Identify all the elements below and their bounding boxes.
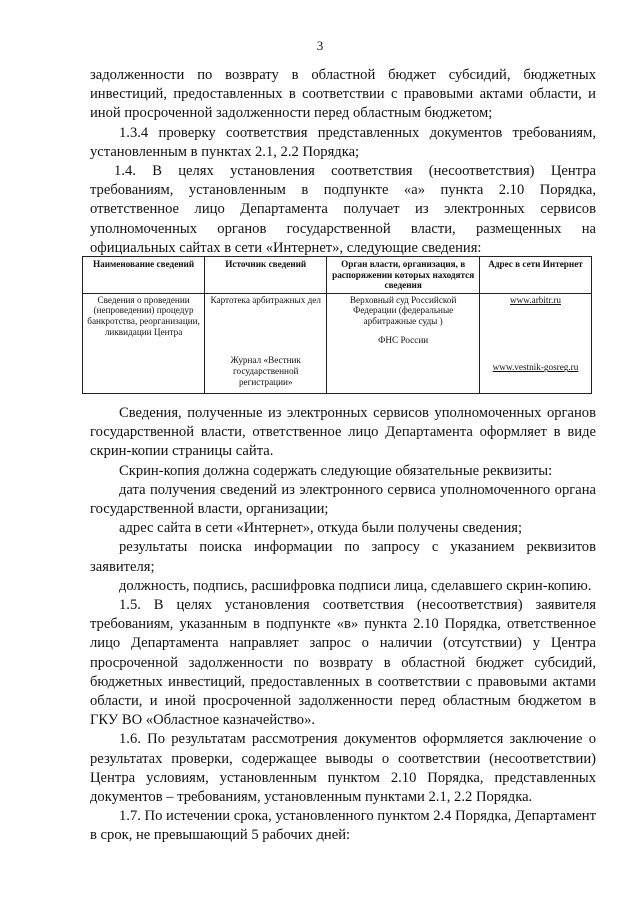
table-header-row (83, 257, 592, 294)
organ-supreme-court: Верховный суд Российской Федерации (федеральные арбитражные суды ) (349, 294, 457, 326)
paragraph-1-6: 1.6. По результатам рассмотрения документов оформляется заключение о результатах проверки, содержащее выводы о соответствии (несоответствии) Центра условиям, установленным пунктом 2.10 Порядка, представленных документов – требованиям, установленным пунктами 2.1, 2.2 Порядка. (90, 731, 596, 806)
paragraph-1-4: 1.4. В целях установления соответствия (несоответствия) Центра требованиям, установленным в подпункте «а» пункта 2.10 Порядка, ответственное лицо Департамента получает из электронных сервисов уполномоченных органов государственной власти, размещенных на официальных сайтах в сети «Интернет», следующие сведения: (90, 163, 596, 256)
source-arbitr: Картотека арбитражных дел (210, 294, 321, 305)
header-source: Источник сведений (205, 257, 327, 294)
document-body-bottom (90, 404, 596, 846)
cell-organ (327, 293, 480, 393)
paragraph-requisite-signature: должность, подпись, расшифровка подписи лица, сделавшего скрин-копию. (119, 577, 592, 594)
paragraph-debt-continuation: задолженности по возврату в областной бюджет субсидий, бюджетных инвестиций, предоставленных в соответствии с правовыми актами области, и иной просроченной задолженности перед областным бюджетом; (90, 67, 596, 122)
page-number: 3 (316, 38, 324, 53)
paragraph-requisite-address: адрес сайта в сети «Интернет», откуда были получены сведения; (119, 520, 523, 537)
paragraph-1-3-4: 1.3.4 проверку соответствия представленных документов требованиям, установленным в пунктах 2.1, 2.2 Порядка; (90, 124, 596, 160)
paragraph-1-7: 1.7. По истечении срока, установленного пунктом 2.4 Порядка, Департамент в срок, не превышающий 5 рабочих дней: (90, 808, 596, 844)
paragraph-screenshot-info: Сведения, полученные из электронных сервисов уполномоченных органов государственной власти, ответственное лицо Департамента оформляет в виде скрин-копии страницы сайта. (90, 405, 596, 460)
source-vestnik: Журнал «Вестник государственной регистрации» (230, 355, 301, 387)
link-arbitr[interactable]: www.arbitr.ru (510, 294, 561, 305)
header-organ: Орган власти, организация, в распоряжении которых находятся сведения (327, 257, 480, 294)
table-row (83, 293, 592, 393)
organ-fns: ФНС России (378, 334, 429, 345)
cell-url (480, 293, 592, 393)
paragraph-requisite-results: результаты поиска информации по запросу с указанием реквизитов заявителя; (90, 539, 596, 575)
info-sources-table (82, 256, 592, 394)
document-body-top (90, 66, 596, 258)
header-name: Наименование сведений (83, 257, 205, 294)
cell-source (205, 293, 327, 393)
header-url: Адрес в сети Интернет (480, 257, 592, 294)
link-vestnik[interactable]: www.vestnik-gosreg.ru (492, 362, 579, 373)
cell-name: Сведения о проведении (непроведении) процедур банкротства, реорганизации, ликвидации Центра (83, 293, 205, 393)
paragraph-requisites-intro: Скрин-копия должна содержать следующие обязательные реквизиты: (119, 462, 553, 479)
paragraph-1-5: 1.5. В целях установления соответствия (несоответствия) заявителя требованиям, указанным в подпункте «в» пункта 2.10 Порядка, ответственное лицо Департамента направляет запрос о наличии (отсутствии) у Центра просроченной задолженности по возврату в областной бюджет субсидий, бюджетных инвестиций, предоставленных в соответствии с правовыми актами области, и иной просроченной задолженности перед областным бюджетом в ГКУ ВО «Областное казначейство». (90, 597, 596, 729)
paragraph-requisite-date: дата получения сведений из электронного сервиса уполномоченного органа государственной власти, организации; (90, 481, 596, 518)
